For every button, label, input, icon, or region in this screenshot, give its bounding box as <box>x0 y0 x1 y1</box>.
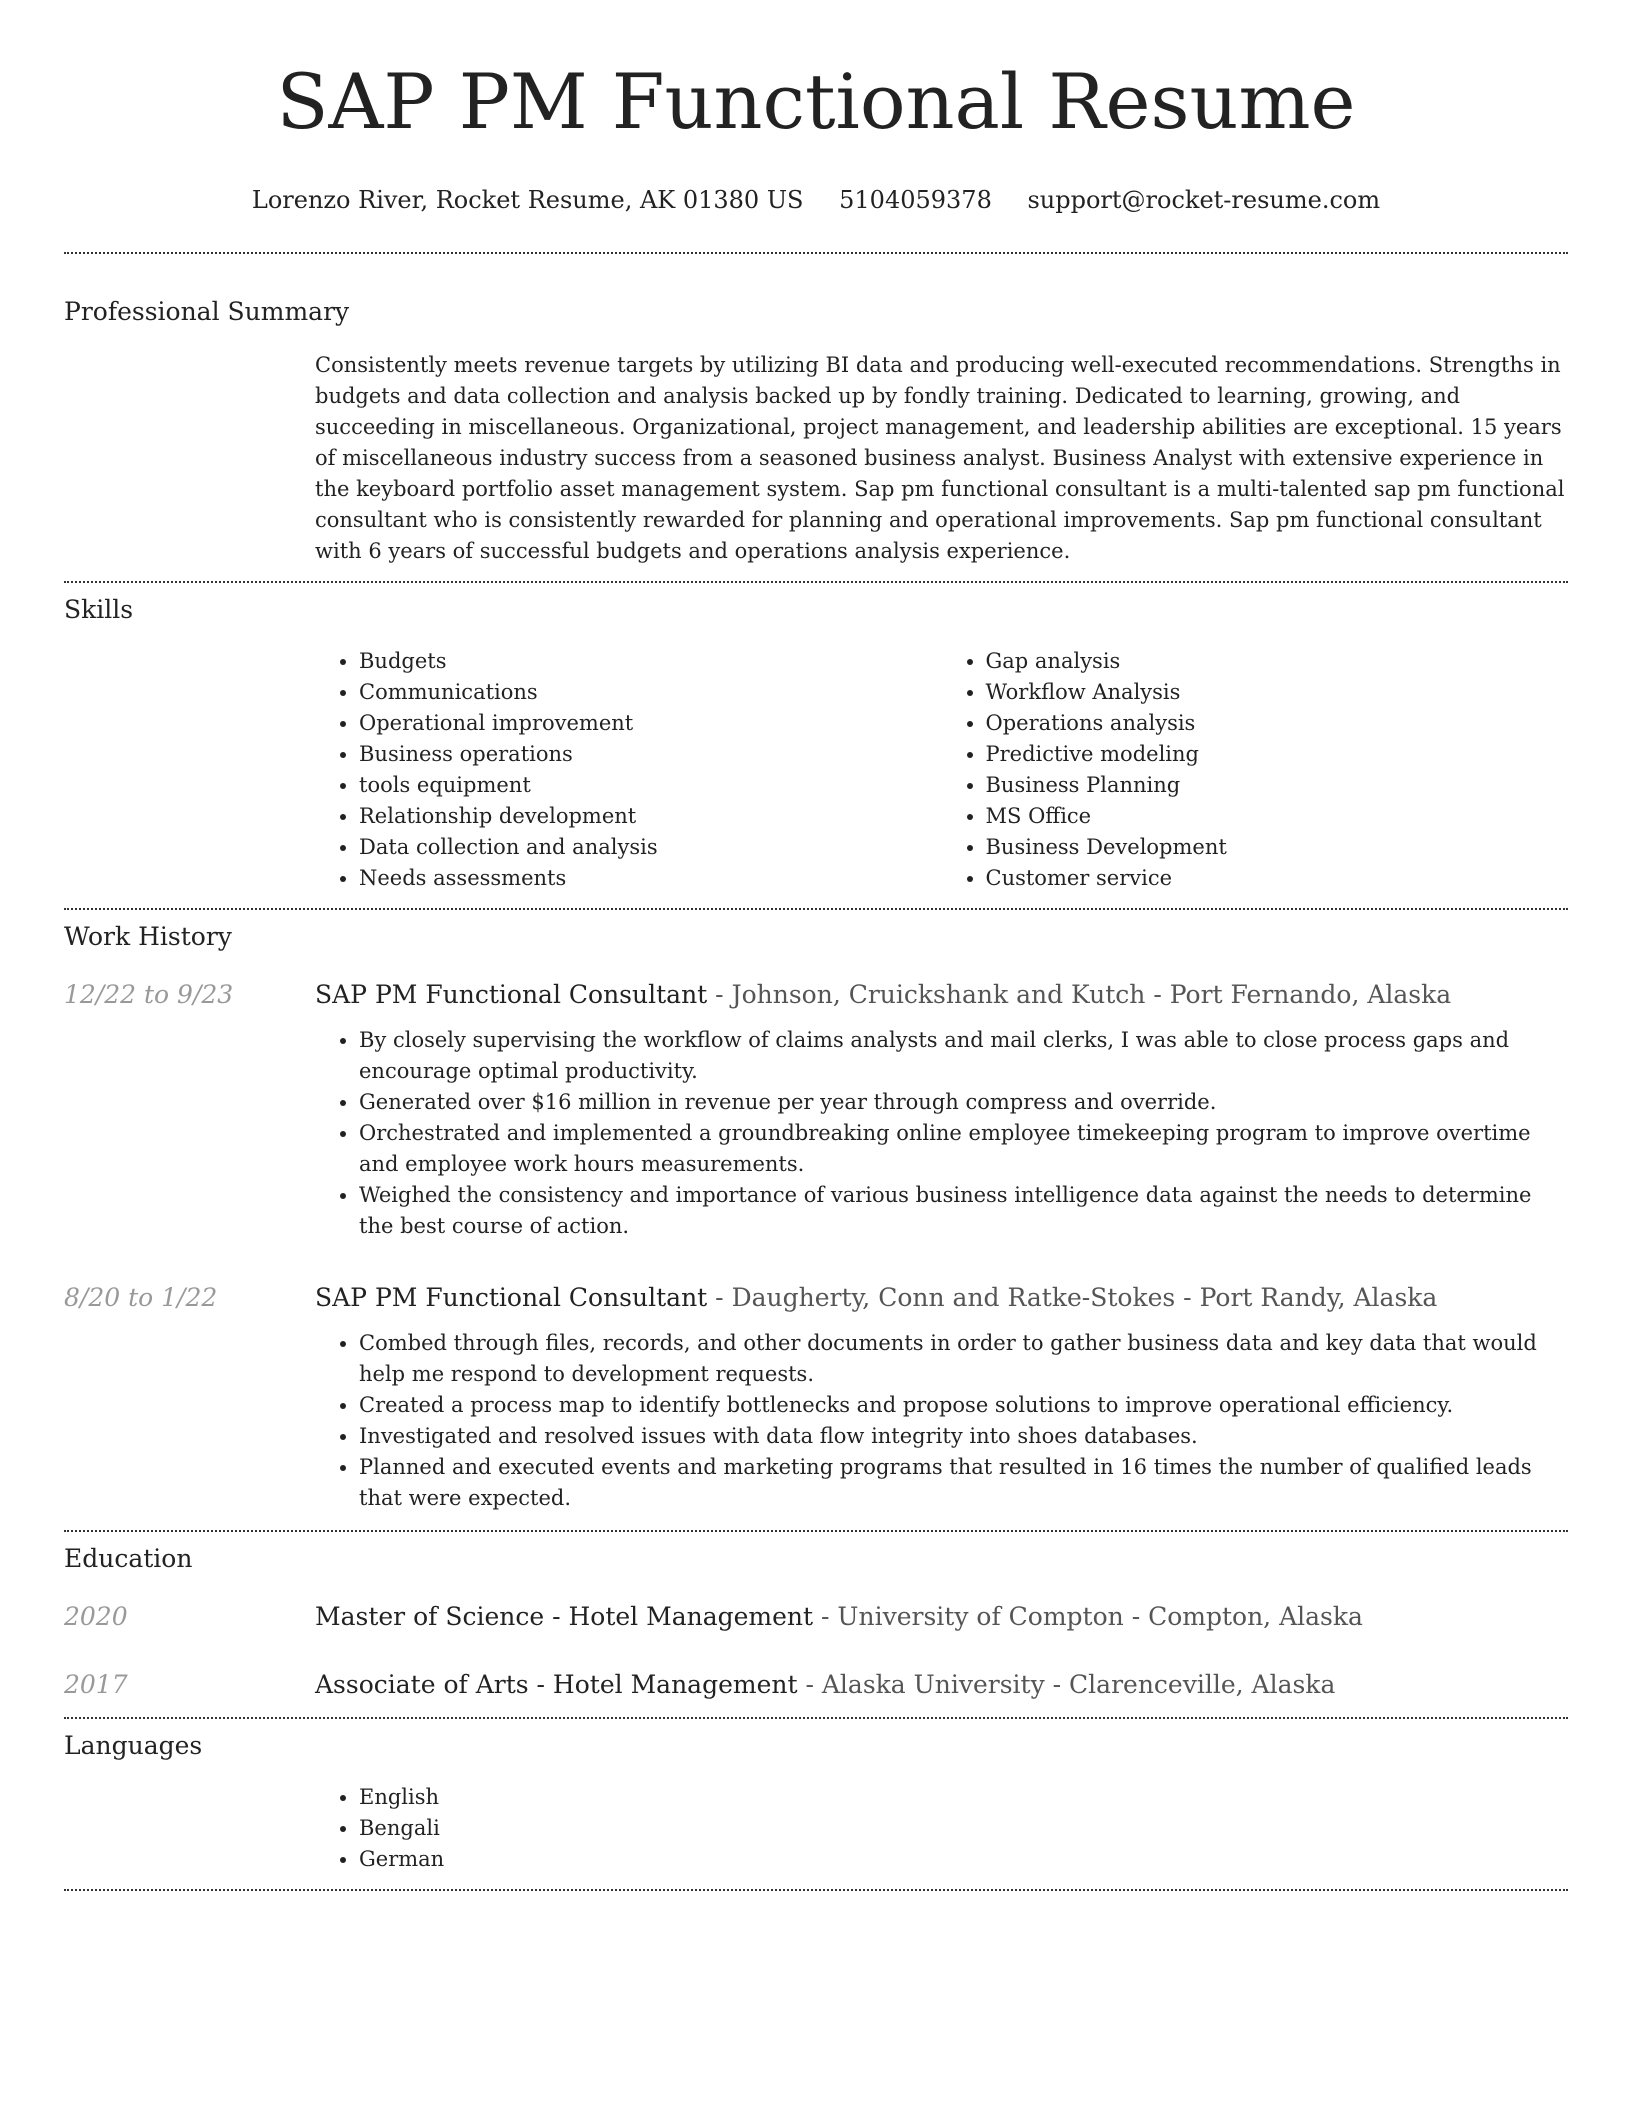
job-heading <box>315 979 1568 1011</box>
section-heading: Skills <box>64 595 134 624</box>
education-section <box>64 1532 1568 1701</box>
job-entry <box>64 979 1568 1242</box>
education-school: University of Compton <box>837 1602 1124 1631</box>
skill-item: • MS Office <box>986 801 1569 832</box>
separator: - <box>707 980 732 1009</box>
skill-item: • Business Development <box>986 832 1569 863</box>
language-item: • English <box>359 1782 1568 1813</box>
language-item: • German <box>359 1844 1568 1875</box>
skill-item: • Gap analysis <box>986 646 1569 677</box>
contact-address: Lorenzo River, Rocket Resume, AK 01380 US <box>251 186 804 214</box>
separator: - <box>1123 1602 1149 1631</box>
languages-section <box>64 1719 1568 1875</box>
job-bullet: • By closely supervising the workflow of claims analysts and mail clerks, I was able to close process gaps and encourage optimal productivity. <box>359 1025 1568 1087</box>
skills-grid <box>315 646 1568 894</box>
skill-item: • Data collection and analysis <box>359 832 942 863</box>
contact-phone: 5104059378 <box>839 186 992 214</box>
job-role: SAP PM Functional Consultant <box>315 980 708 1009</box>
education-degree: Associate of Arts - Hotel Management <box>315 1670 798 1699</box>
summary-text: Consistently meets revenue targets by utilizing BI data and producing well-executed recommendations. Strengths in budgets and data collection and analysis backed up by fondly training. Dedicated to learning, growing, and succeeding in miscellaneous. Organizational, project management, and leadership abilities are exceptional. 15 years of miscellaneous industry success from a seasoned business analyst. Business Analyst with extensive experience in the keyboard portfolio asset management system. Sap pm functional consultant is a multi-talented sap pm functional consultant who is consistently rewarded for planning and operational improvements. Sap pm functional consultant with 6 years of successful budgets and operations analysis experience. <box>315 353 1565 563</box>
education-location: Clarenceville, Alaska <box>1069 1670 1336 1699</box>
section-heading: Professional Summary <box>64 297 350 326</box>
divider <box>64 1889 1568 1891</box>
job-bullets <box>315 1328 1568 1514</box>
separator: - <box>813 1602 838 1631</box>
job-bullet: • Orchestrated and implemented a groundbreaking online employee timekeeping program to improve overtime and employee work hours measurements. <box>359 1118 1568 1180</box>
job-dates: 8/20 to 1/22 <box>64 1283 218 1312</box>
separator: - <box>797 1670 822 1699</box>
job-bullet: • Planned and executed events and marketing programs that resulted in 16 times the number of qualified leads that were expected. <box>359 1452 1568 1514</box>
skills-section <box>64 583 1568 894</box>
skill-item: • tools equipment <box>359 770 942 801</box>
skill-item: • Customer service <box>986 863 1569 894</box>
contact-email: support@rocket-resume.com <box>1027 186 1381 214</box>
job-bullet: • Combed through files, records, and other documents in order to gather business data and key data that would help me respond to development requests. <box>359 1328 1568 1390</box>
work-history-section <box>64 910 1568 1514</box>
section-heading: Work History <box>64 922 232 951</box>
resume-page <box>64 0 1568 1891</box>
skill-item: • Business operations <box>359 739 942 770</box>
skill-item: • Predictive modeling <box>986 739 1569 770</box>
education-entry <box>64 1669 1568 1701</box>
job-location: Port Fernando, Alaska <box>1169 980 1452 1009</box>
job-company: Johnson, Cruickshank and Kutch <box>731 980 1146 1009</box>
education-degree: Master of Science - Hotel Management <box>315 1602 814 1631</box>
separator: - <box>1044 1670 1070 1699</box>
skill-item: • Workflow Analysis <box>986 677 1569 708</box>
section-heading: Education <box>64 1544 193 1573</box>
skill-item: • Operations analysis <box>986 708 1569 739</box>
job-bullet: • Weighed the consistency and importance of various business intelligence data against the needs to determine the best course of action. <box>359 1180 1568 1242</box>
skill-item: • Operational improvement <box>359 708 942 739</box>
job-heading <box>315 1282 1568 1314</box>
summary-section <box>64 254 1568 567</box>
resume-title: SAP PM Functional Resume <box>276 57 1356 146</box>
education-heading <box>315 1601 1568 1633</box>
separator: - <box>1175 1283 1200 1312</box>
skill-item: • Relationship development <box>359 801 942 832</box>
skills-list-right <box>942 646 1569 894</box>
job-company: Daugherty, Conn and Ratke-Stokes <box>731 1283 1176 1312</box>
job-bullet: • Generated over $16 million in revenue per year through compress and override. <box>359 1087 1568 1118</box>
education-year: 2020 <box>64 1602 128 1631</box>
section-heading: Languages <box>64 1731 203 1760</box>
skill-item: • Communications <box>359 677 942 708</box>
education-school: Alaska University <box>821 1670 1045 1699</box>
job-location: Port Randy, Alaska <box>1199 1283 1438 1312</box>
job-dates: 12/22 to 9/23 <box>64 980 234 1009</box>
education-location: Compton, Alaska <box>1148 1602 1363 1631</box>
skill-item: • Needs assessments <box>359 863 942 894</box>
job-role: SAP PM Functional Consultant <box>315 1283 708 1312</box>
education-heading <box>315 1669 1568 1701</box>
job-bullets <box>315 1025 1568 1242</box>
job-entry <box>64 1282 1568 1514</box>
language-item: • Bengali <box>359 1813 1568 1844</box>
job-bullet: • Investigated and resolved issues with data flow integrity into shoes databases. <box>359 1421 1568 1452</box>
education-entry <box>64 1601 1568 1633</box>
job-bullet: • Created a process map to identify bottlenecks and propose solutions to improve operational efficiency. <box>359 1390 1568 1421</box>
education-year: 2017 <box>64 1670 128 1699</box>
skills-list-left <box>315 646 942 894</box>
separator: - <box>1145 980 1170 1009</box>
skill-item: • Budgets <box>359 646 942 677</box>
languages-list <box>315 1782 1568 1875</box>
separator: - <box>707 1283 732 1312</box>
skill-item: • Business Planning <box>986 770 1569 801</box>
contact-line <box>64 184 1568 216</box>
